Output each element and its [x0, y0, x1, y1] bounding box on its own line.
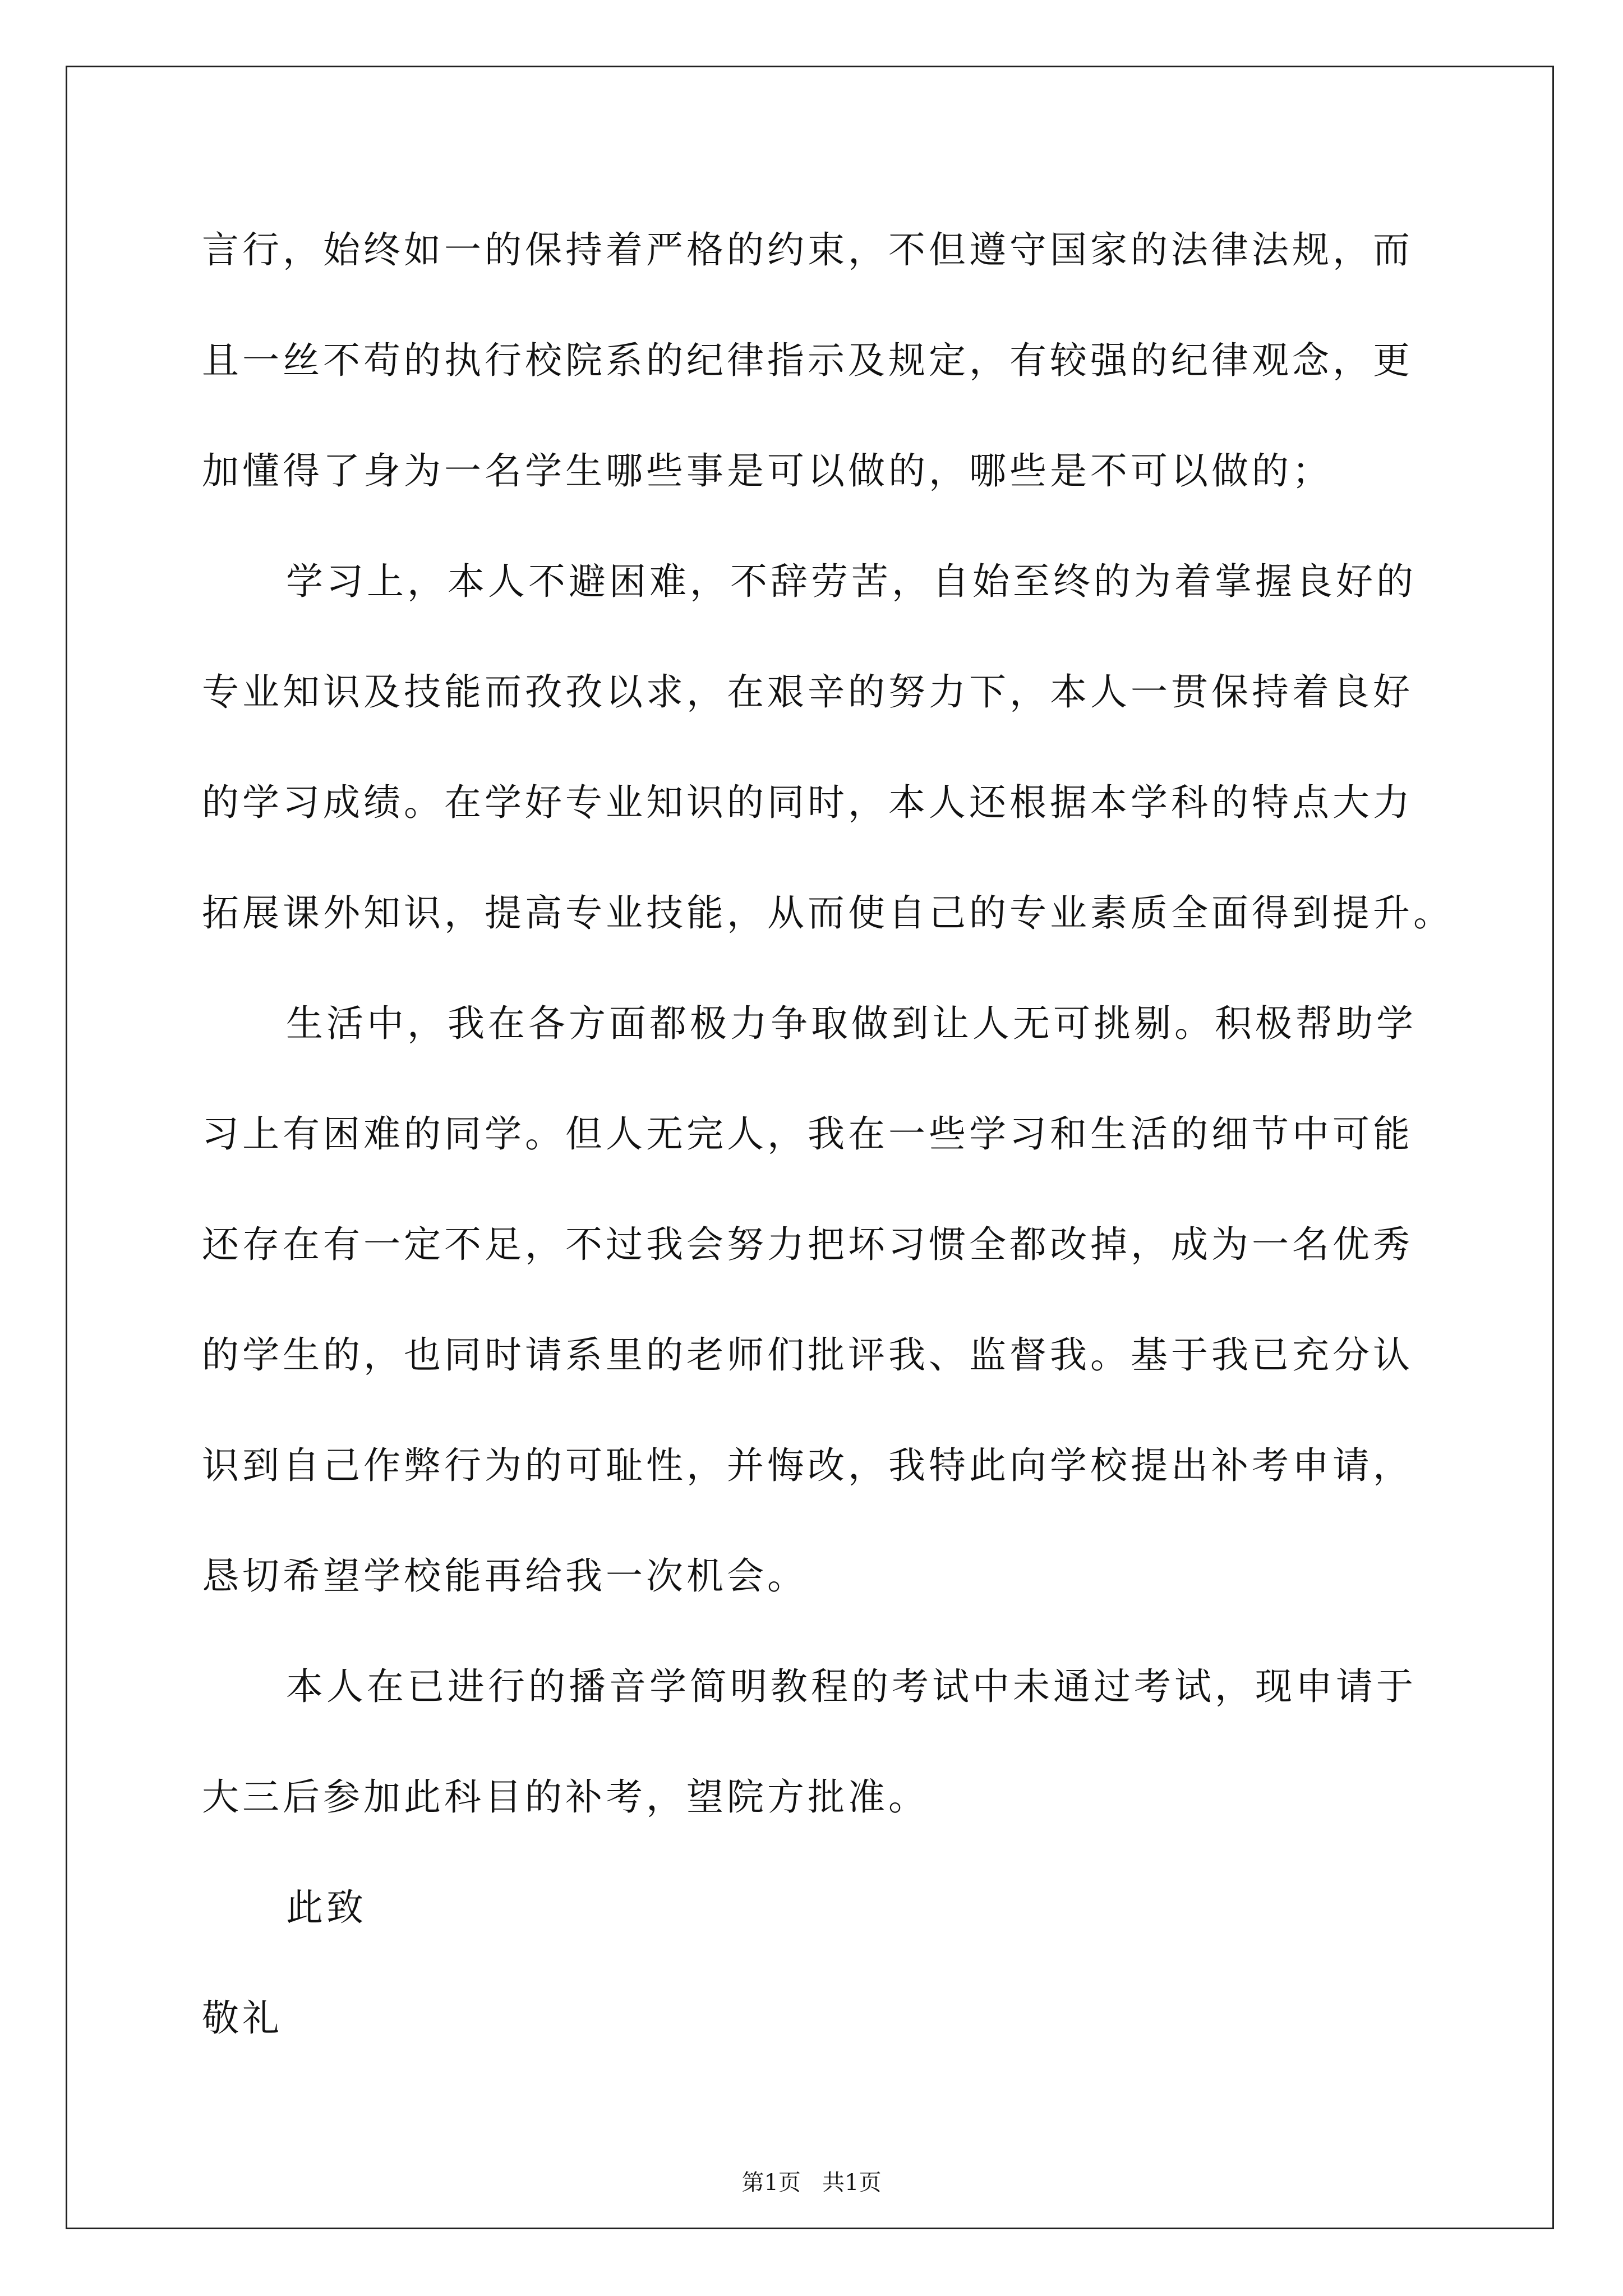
- text-line-7: 拓展课外知识，提高专业技能，从而使自己的专业素质全面得到提升。: [202, 891, 1454, 935]
- page-footer: 第1页 共1页: [741, 2170, 882, 2196]
- text-line-4: 学习上，本人不避困难，不辞劳苦，自始至终的为着掌握良好的: [286, 560, 1417, 603]
- text-line-9: 习上有困难的同学。但人无完人，我在一些学习和生活的细节中可能: [202, 1112, 1413, 1156]
- text-line-12: 识到自己作弊行为的可耻性，并悔改，我特此向学校提出补考申请，: [202, 1444, 1413, 1487]
- text-line-10: 还存在有一定不足，不过我会努力把坏习惯全都改掉，成为一名优秀: [202, 1223, 1413, 1266]
- closing-regards: 敬礼: [202, 1996, 283, 2040]
- text-line-8: 生活中，我在各方面都极力争取做到让人无可挑剔。积极帮助学: [286, 1002, 1417, 1045]
- text-line-2: 且一丝不苟的执行校院系的纪律指示及规定，有较强的纪律观念，更: [202, 339, 1413, 382]
- closing-salutation: 此致: [286, 1886, 367, 1929]
- text-line-14: 本人在已进行的播音学简明教程的考试中未通过考试，现申请于: [286, 1665, 1417, 1708]
- text-line-6: 的学习成绩。在学好专业知识的同时，本人还根据本学科的特点大力: [202, 781, 1413, 824]
- text-line-11: 的学生的，也同时请系里的老师们批评我、监督我。基于我已充分认: [202, 1333, 1413, 1377]
- text-line-1: 言行，始终如一的保持着严格的约束，不但遵守国家的法律法规，而: [202, 228, 1413, 272]
- text-line-3: 加懂得了身为一名学生哪些事是可以做的，哪些是不可以做的；: [202, 449, 1332, 493]
- text-line-15: 大三后参加此科目的补考，望院方批准。: [202, 1775, 929, 1819]
- text-line-13: 恳切希望学校能再给我一次机会。: [202, 1554, 808, 1598]
- text-line-5: 专业知识及技能而孜孜以求，在艰辛的努力下，本人一贯保持着良好: [202, 670, 1413, 714]
